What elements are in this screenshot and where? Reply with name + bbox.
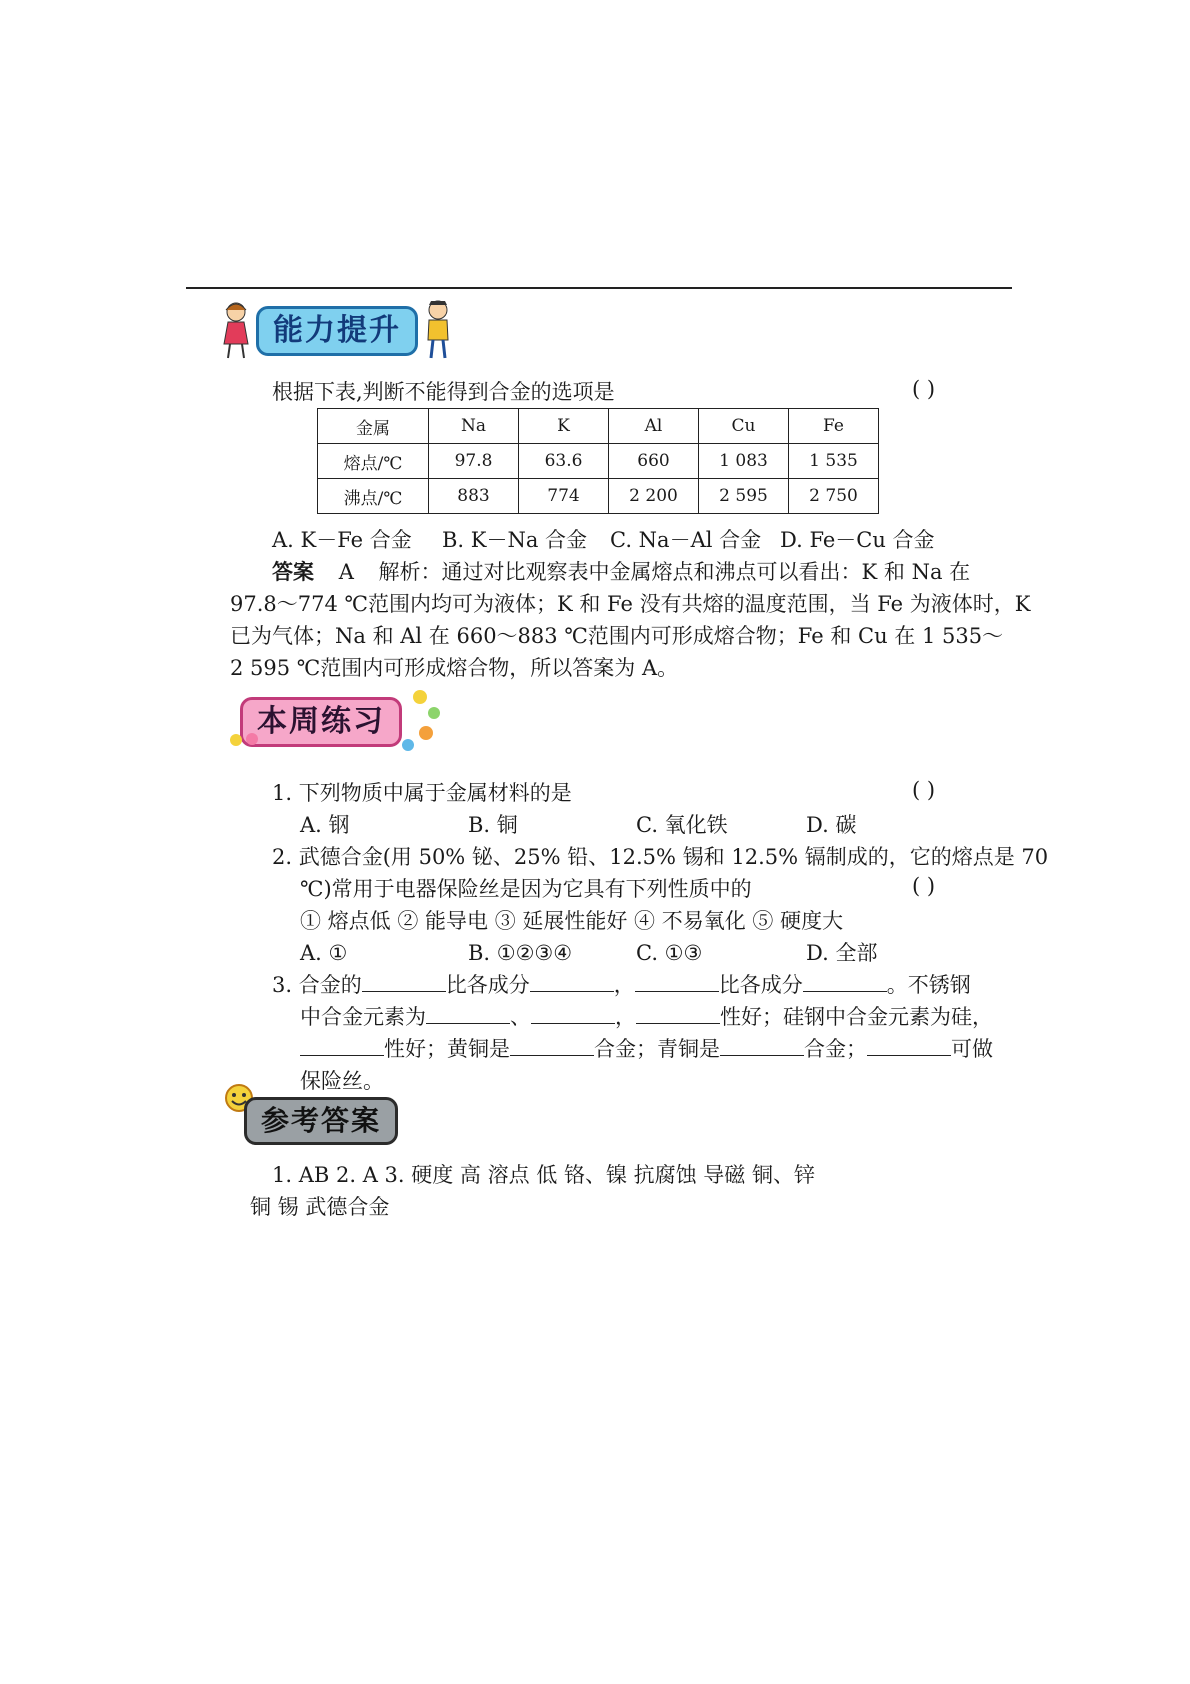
table-row — [318, 444, 879, 479]
ability-question: 根据下表,判断不能得到合金的选项是 — [272, 380, 615, 404]
ability-answer-paren: ( ) — [912, 377, 936, 401]
q3-text: 合金； — [804, 1037, 867, 1061]
section-title-week: 本周练习 — [240, 697, 402, 747]
q3-text: 可做 — [951, 1037, 993, 1061]
q3-text: 合金的 — [298, 973, 362, 997]
boy-figure-icon — [418, 298, 458, 360]
section-title-ability: 能力提升 — [256, 306, 418, 356]
ability-answer-line — [272, 557, 970, 587]
q1-option-a: A. 钢 — [300, 813, 350, 837]
q3-text: 比各成分 — [718, 973, 803, 997]
fill-blank — [510, 1035, 594, 1056]
q1-option-b: B. 铜 — [468, 813, 518, 837]
q1-option-d: D. 碳 — [806, 813, 857, 837]
table-cell: 1 083 — [699, 444, 789, 479]
answer-label: 答案 — [272, 559, 314, 584]
q2-option-d: D. 全部 — [806, 941, 878, 965]
q3-line1 — [272, 970, 971, 1000]
ability-option-b: B. K－Na 合金 — [442, 528, 588, 552]
q3-text: 、 — [510, 1005, 531, 1029]
fill-blank — [300, 1035, 384, 1056]
q3-text: 性好；硅钢中合金元素为硅， — [720, 1005, 993, 1029]
table-cell: 2 750 — [789, 479, 879, 514]
fill-blank — [426, 1003, 510, 1024]
fill-blank — [867, 1035, 951, 1056]
section-badge-ability — [232, 306, 418, 356]
q3-number: 3. — [272, 973, 293, 997]
q3-text: 合金；青铜是 — [594, 1037, 720, 1061]
q2-option-c: C. ①③ — [636, 941, 703, 965]
fill-blank — [530, 971, 614, 992]
table-cell: Na — [429, 409, 519, 444]
table-cell: 97.8 — [429, 444, 519, 479]
analysis-line-1: 解析：通过对比观察表中金属熔点和沸点可以看出：K 和 Na 在 — [378, 560, 971, 584]
table-cell: Cu — [699, 409, 789, 444]
table-header-row — [318, 409, 879, 444]
analysis-line-2: 97.8～774 ℃范围内均可为液体；K 和 Fe 没有共熔的温度范围，当 Fe 为液体时，K — [230, 592, 1031, 616]
fill-blank — [803, 971, 887, 992]
q1-stem: 1. 下列物质中属于金属材料的是 — [272, 781, 572, 805]
table-cell: Fe — [789, 409, 879, 444]
header-rule — [186, 287, 1012, 289]
analysis-line-4: 2 595 ℃范围内可形成熔合物，所以答案为 A。 — [230, 656, 679, 680]
table-cell: 2 200 — [609, 479, 699, 514]
answer-value: A — [338, 560, 354, 584]
q3-text: ， — [613, 973, 635, 997]
q3-text: ， — [615, 1005, 636, 1029]
ability-option-c: C. Na－Al 合金 — [610, 528, 762, 552]
answers-line2: 铜 锡 武德合金 — [250, 1195, 390, 1219]
flower-decoration-icon — [226, 725, 266, 755]
ability-option-d: D. Fe－Cu 合金 — [780, 528, 935, 552]
q3-line2 — [300, 1002, 993, 1032]
fill-blank — [635, 971, 719, 992]
q1-option-c: C. 氧化铁 — [636, 813, 728, 837]
q1-paren: ( ) — [912, 778, 936, 802]
table-cell: 660 — [609, 444, 699, 479]
table-cell: 金属 — [318, 409, 429, 444]
section-badge-answer — [240, 1097, 398, 1145]
q2-stem-line1: 2. 武德合金(用 50% 铋、25% 铅、12.5% 锡和 12.5% 镉制成的，它的熔点是 70 — [272, 845, 1049, 869]
table-cell: 沸点/℃ — [318, 479, 429, 514]
q2-paren: ( ) — [912, 874, 936, 898]
table-cell: 熔点/℃ — [318, 444, 429, 479]
q2-properties: ① 熔点低 ② 能导电 ③ 延展性能好 ④ 不易氧化 ⑤ 硬度大 — [300, 909, 844, 933]
flower-decoration-icon — [390, 683, 450, 753]
metal-properties-table — [317, 408, 879, 514]
table-cell: 1 535 — [789, 444, 879, 479]
q3-line3 — [300, 1034, 993, 1064]
q2-stem-line2: ℃)常用于电器保险丝是因为它具有下列性质中的 — [300, 877, 752, 901]
q2-option-b: B. ①②③④ — [468, 941, 573, 965]
fill-blank — [362, 971, 446, 992]
table-cell: K — [519, 409, 609, 444]
ability-option-a: A. K－Fe 合金 — [272, 528, 412, 552]
q3-text: 比各成分 — [445, 973, 530, 997]
table-cell: 774 — [519, 479, 609, 514]
fill-blank — [636, 1003, 720, 1024]
section-badge-week — [240, 697, 402, 747]
girl-figure-icon — [216, 300, 256, 360]
q3-line4: 保险丝。 — [300, 1069, 384, 1093]
q3-text: 。不锈钢 — [886, 973, 971, 997]
fill-blank — [720, 1035, 804, 1056]
q2-option-a: A. ① — [300, 941, 348, 965]
table-row — [318, 479, 879, 514]
table-cell: 63.6 — [519, 444, 609, 479]
table-cell: 883 — [429, 479, 519, 514]
table-cell: 2 595 — [699, 479, 789, 514]
answers-line1: 1. AB 2. A 3. 硬度 高 溶点 低 铬、镍 抗腐蚀 导磁 铜、锌 — [272, 1163, 815, 1187]
analysis-line-3: 已为气体；Na 和 Al 在 660～883 ℃范围内可形成熔合物；Fe 和 Cu 在 1 535～ — [230, 624, 1004, 648]
q3-text: 中合金元素为 — [300, 1005, 426, 1029]
q3-text: 性好；黄铜是 — [384, 1037, 510, 1061]
fill-blank — [531, 1003, 615, 1024]
table-cell: Al — [609, 409, 699, 444]
section-title-answer: 参考答案 — [244, 1097, 398, 1145]
